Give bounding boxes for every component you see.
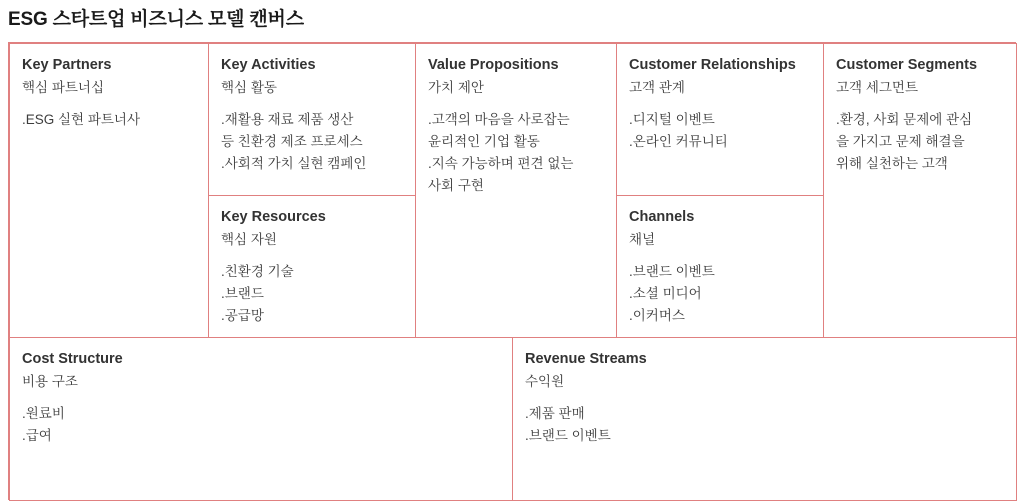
- block-key-partners: [9, 43, 209, 338]
- list-item: .친환경 기술: [221, 264, 294, 280]
- block-subtitle: 채널: [629, 231, 656, 247]
- list-item: .브랜드 이벤트: [629, 264, 715, 280]
- list-item: 위해 실천하는 고객: [836, 155, 948, 171]
- block-value-propositions: [415, 43, 617, 338]
- block-title: Key Resources: [221, 209, 326, 225]
- list-item: .ESG 실현 파트너사: [22, 112, 141, 128]
- block-items: [836, 109, 1006, 175]
- list-item: 등 친환경 제조 프로세스: [221, 133, 363, 149]
- block-title: Value Propositions: [428, 57, 559, 73]
- block-cost-structure: [9, 337, 513, 501]
- list-item: 사회 구현: [428, 177, 484, 193]
- block-items: [629, 261, 813, 327]
- list-item: .브랜드: [221, 285, 264, 301]
- list-item: .급여: [22, 427, 52, 443]
- block-items: [525, 403, 1006, 447]
- block-subtitle: 고객 관계: [629, 79, 685, 95]
- block-title: Key Activities: [221, 57, 316, 73]
- block-subtitle: 수익원: [525, 373, 565, 389]
- block-title: Cost Structure: [22, 351, 123, 367]
- block-subtitle: 비용 구조: [22, 373, 78, 389]
- block-subtitle: 핵심 파트너십: [22, 79, 104, 95]
- list-item: .고객의 마음을 사로잡는: [428, 112, 570, 128]
- list-item: .브랜드 이벤트: [525, 427, 611, 443]
- block-items: [629, 109, 813, 153]
- list-item: .온라인 커뮤니티: [629, 133, 728, 149]
- list-item: .원료비: [22, 406, 65, 422]
- block-customer-segments: [823, 43, 1017, 338]
- list-item: .환경, 사회 문제에 관심: [836, 112, 973, 128]
- list-item: .이커머스: [629, 307, 685, 323]
- list-item: .사회적 가치 실현 캠페인: [221, 155, 367, 171]
- block-items: [221, 109, 405, 175]
- list-item: .재활용 재료 제품 생산: [221, 112, 354, 128]
- block-customer-relationships: [616, 43, 824, 196]
- page-title: ESG 스타트업 비즈니스 모델 캔버스: [8, 9, 304, 30]
- canvas-grid: [8, 42, 1016, 500]
- block-title: Revenue Streams: [525, 351, 647, 367]
- block-subtitle: 가치 제안: [428, 79, 484, 95]
- block-subtitle: 핵심 활동: [221, 79, 277, 95]
- list-item: .제품 판매: [525, 406, 585, 422]
- block-items: [221, 261, 405, 327]
- block-title: Key Partners: [22, 57, 112, 73]
- block-revenue-streams: [512, 337, 1017, 501]
- block-key-activities: [208, 43, 416, 196]
- block-channels: [616, 195, 824, 338]
- block-subtitle: 핵심 자원: [221, 231, 277, 247]
- block-subtitle: 고객 세그먼트: [836, 79, 918, 95]
- block-items: [22, 109, 198, 131]
- list-item: .지속 가능하며 편견 없는: [428, 155, 574, 171]
- block-items: [428, 109, 606, 196]
- list-item: .디지털 이벤트: [629, 112, 715, 128]
- block-title: Channels: [629, 209, 695, 225]
- list-item: 을 가지고 문제 해결을: [836, 133, 965, 149]
- list-item: .공급망: [221, 307, 264, 323]
- list-item: .소셜 미디어: [629, 285, 702, 301]
- block-items: [22, 403, 502, 447]
- block-key-resources: [208, 195, 416, 338]
- block-title: Customer Relationships: [629, 57, 796, 73]
- list-item: 윤리적인 기업 활동: [428, 133, 540, 149]
- block-title: Customer Segments: [836, 57, 978, 73]
